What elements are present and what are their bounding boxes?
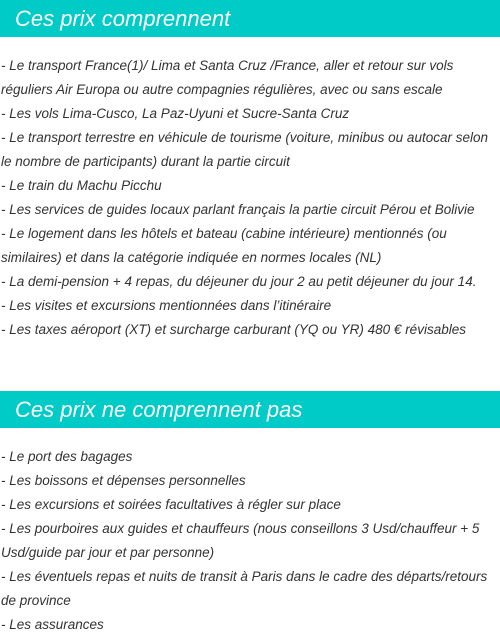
list-item: - Le train du Machu Picchu bbox=[1, 178, 162, 193]
excluded-list bbox=[1, 445, 500, 636]
section-title-excluded: Ces prix ne comprennent pas bbox=[0, 391, 500, 428]
list-item: - Les assurances bbox=[1, 617, 104, 632]
list-item: - Les vols Lima-Cusco, La Paz-Uyuni et Sucre-Santa Cruz bbox=[1, 106, 350, 121]
list-item: - Le port des bagages bbox=[1, 449, 133, 464]
list-item: - Les taxes aéroport (XT) et surcharge carburant (YQ ou YR) 480 € révisables bbox=[1, 322, 466, 337]
list-item: - Le transport France(1)/ Lima et Santa Cruz /France, aller et retour sur vols réguliers Air Europa ou autre compagnies régulières, avec ou sans escale bbox=[1, 58, 454, 97]
section-title-included: Ces prix comprennent bbox=[0, 0, 500, 37]
list-item: - Les services de guides locaux parlant français la partie circuit Pérou et Bolivie bbox=[1, 202, 475, 217]
list-item: - Les visites et excursions mentionnées dans l’itinéraire bbox=[1, 298, 332, 313]
list-item: - La demi-pension + 4 repas, du déjeuner du jour 2 au petit déjeuner du jour 14. bbox=[1, 274, 477, 289]
list-item: - Le transport terrestre en véhicule de tourisme (voiture, minibus ou autocar selon le nombre de participants) durant la partie circuit bbox=[1, 130, 488, 169]
list-item: - Les éventuels repas et nuits de transit à Paris dans le cadre des départs/retours de province bbox=[1, 569, 488, 608]
included-list bbox=[1, 54, 500, 342]
list-item: - Les pourboires aux guides et chauffeurs (nous conseillons 3 Usd/chauffeur + 5 Usd/guide par jour et par personne) bbox=[1, 521, 480, 560]
list-item: - Les excursions et soirées facultatives à régler sur place bbox=[1, 497, 341, 512]
list-item: - Le logement dans les hôtels et bateau (cabine intérieure) mentionnés (ou similaires) et dans la catégorie indiquée en normes locales (NL) bbox=[1, 226, 447, 265]
list-item: - Les boissons et dépenses personnelles bbox=[1, 473, 246, 488]
